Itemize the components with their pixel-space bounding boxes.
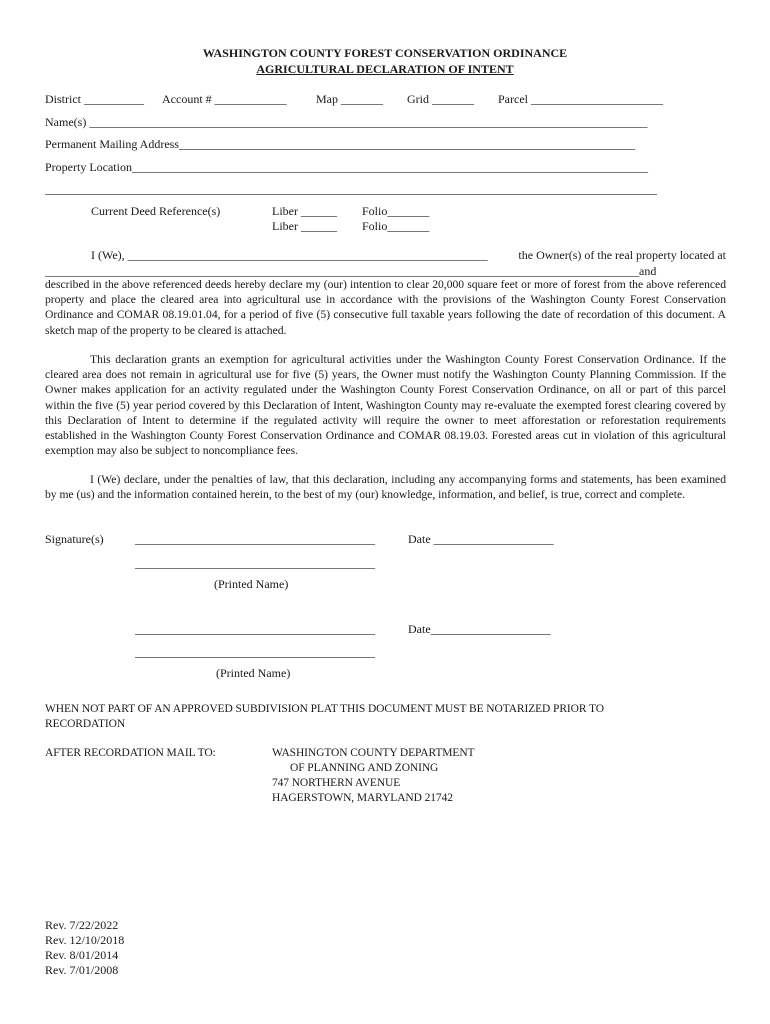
notary-notice-line-2: RECORDATION — [45, 718, 126, 730]
declaration-paragraph: described in the above referenced deeds hereby declare my (our) intention to clear 20,000 square feet or more of forest from the above referenced property and place the cleared area into agricultural use in accordance with the provisions of the Washington County Forest Conservation Ordinance and COMAR 08.19.01.04, for a period of five (5) consecutive full taxable years following the date of recordation of this document. A sketch map of the property to be cleared is attached. — [45, 278, 726, 337]
mail-to-address-line-1: WASHINGTON COUNTY DEPARTMENT — [272, 747, 475, 759]
liber-field-1[interactable]: Liber ______ — [272, 204, 337, 218]
date-field-1[interactable]: Date ____________________ — [408, 532, 554, 546]
notary-notice-line-1: WHEN NOT PART OF AN APPROVED SUBDIVISION PLAT THIS DOCUMENT MUST BE NOTARIZED PRIOR TO — [45, 703, 604, 715]
property-location-continued-field[interactable]: ______________________________________________________________________________________________________ — [45, 182, 657, 196]
grid-field[interactable]: Grid _______ — [407, 92, 474, 106]
property-address-field[interactable]: ___________________________________________________________________________________________________and — [45, 264, 657, 278]
signature-line-2[interactable]: ________________________________________ — [135, 622, 375, 636]
signature-line-1[interactable]: ________________________________________ — [135, 532, 375, 546]
mail-to-address-line-3: 747 NORTHERN AVENUE — [272, 777, 401, 789]
map-field[interactable]: Map _______ — [316, 92, 383, 106]
mail-to-address-line-2: OF PLANNING AND ZONING — [290, 762, 439, 774]
document-title: WASHINGTON COUNTY FOREST CONSERVATION ORDINANCE — [202, 46, 568, 60]
exemption-paragraph: This declaration grants an exemption for agricultural activities under the Washington County Forest Conservation Ordinance. If the cleared area does not remain in agricultural use for five (5) years, the Owner must notify the Washington County Planning Commission. If the Owner makes application for an activity regulated under the Washington County Forest Conservation Ordinance, on all or part of this parcel within the five (5) year period covered by this Declaration of Intent, Washington County may re-evaluate the exempted forest clearing covered by this Declaration of Intent to determine if the regulated activity will require the owner to meet afforestation or reforestation requirements established in the Washington County Forest Conservation Ordinance and COMAR 08.19.03. Forested areas cut in violation of this agricultural exemption may also be subject to noncompliance fees. — [45, 353, 726, 458]
mail-to-label: AFTER RECORDATION MAIL TO: — [45, 747, 216, 759]
revision-date: Rev. 7/01/2008 — [45, 963, 119, 977]
document-subtitle: AGRICULTURAL DECLARATION OF INTENT — [256, 62, 514, 76]
parcel-field[interactable]: Parcel ______________________ — [498, 92, 663, 106]
penalty-paragraph: I (We) declare, under the penalties of law, that this declaration, including any accompanying forms and statements, has been examined by me (us) and the information contained herein, to the best of my (our) knowledge, information, and belief, is true, correct and complete. — [45, 473, 726, 502]
date-field-2[interactable]: Date____________________ — [408, 622, 551, 636]
mail-to-address-line-4: HAGERSTOWN, MARYLAND 21742 — [272, 792, 453, 804]
revision-date: Rev. 7/22/2022 — [45, 918, 119, 932]
property-location-field[interactable]: Property Location______________________________________________________________________________________ — [45, 160, 648, 174]
mailing-address-field[interactable]: Permanent Mailing Address____________________________________________________________________________ — [45, 137, 635, 151]
names-field[interactable]: Name(s) _____________________________________________________________________________________________ — [45, 115, 648, 129]
revision-date: Rev. 12/10/2018 — [45, 933, 125, 947]
signature-label: Signature(s) — [45, 532, 104, 546]
printed-name-line-2[interactable]: ________________________________________ — [135, 645, 375, 659]
printed-name-caption-2: (Printed Name) — [216, 666, 291, 680]
revision-date: Rev. 8/01/2014 — [45, 948, 119, 962]
declaration-line-1-end: the Owner(s) of the real property located at — [518, 248, 726, 262]
printed-name-caption-1: (Printed Name) — [214, 577, 289, 591]
deed-reference-label: Current Deed Reference(s) — [91, 204, 221, 218]
folio-field-1[interactable]: Folio_______ — [362, 204, 430, 218]
printed-name-line-1[interactable]: ________________________________________ — [135, 556, 375, 570]
liber-field-2[interactable]: Liber ______ — [272, 219, 337, 233]
account-field[interactable]: Account # ____________ — [162, 92, 287, 106]
owner-name-field[interactable]: I (We), ____________________________________________________________ — [91, 248, 488, 262]
folio-field-2[interactable]: Folio_______ — [362, 219, 430, 233]
district-field[interactable]: District __________ — [45, 92, 144, 106]
